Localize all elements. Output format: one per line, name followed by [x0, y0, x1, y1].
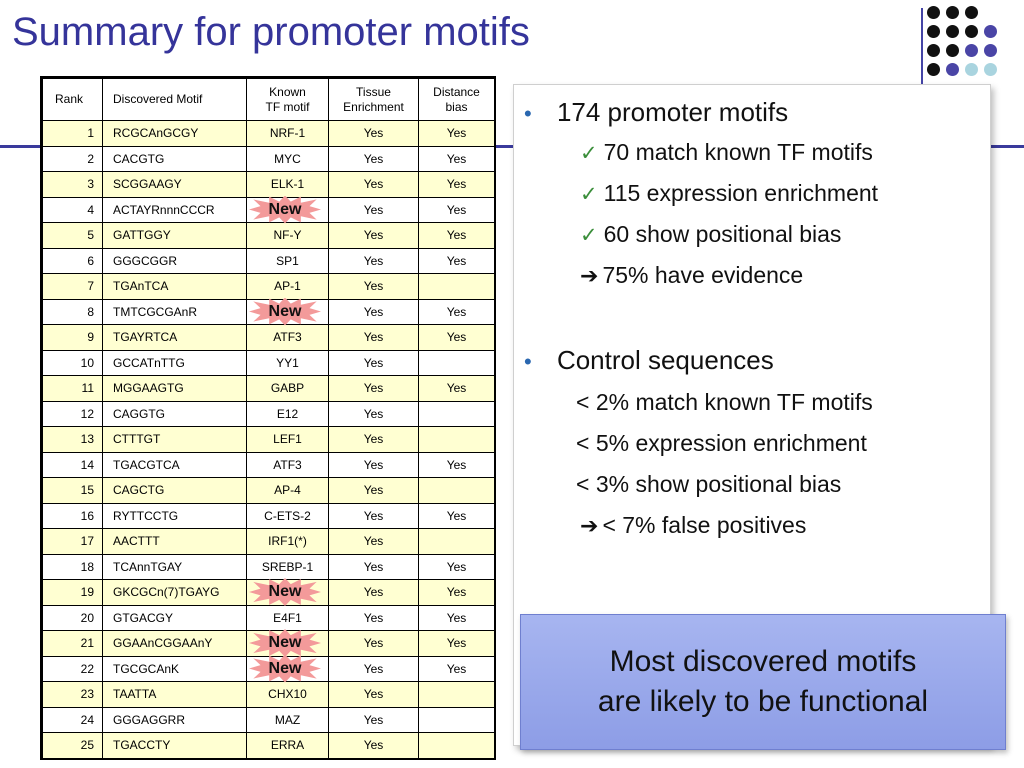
cell-tissue-enrichment: Yes — [329, 554, 419, 580]
cell-known-tf-motif: CHX10 — [247, 682, 329, 708]
table-row — [43, 503, 495, 529]
cell-discovered-motif: TGACCTY — [103, 733, 247, 759]
cell-discovered-motif: TGAYRTCA — [103, 325, 247, 351]
cell-tissue-enrichment: Yes — [329, 121, 419, 147]
table-row — [43, 121, 495, 147]
right-arrow-icon: ➔ — [580, 513, 599, 538]
slide-title: Summary for promoter motifs — [12, 10, 530, 54]
cell-discovered-motif: ACTAYRnnnCCCR — [103, 197, 247, 223]
promoter-heading: 174 promoter motifs — [556, 97, 789, 127]
decor-dot — [965, 6, 978, 19]
table-row — [43, 401, 495, 427]
cell-tissue-enrichment: Yes — [329, 478, 419, 504]
promoter-conclusion: ➔ 75% have evidence — [580, 262, 804, 288]
decor-dot — [965, 44, 978, 57]
cell-distance-bias — [419, 682, 495, 708]
decor-dot — [984, 25, 997, 38]
cell-tissue-enrichment: Yes — [329, 172, 419, 198]
cell-distance-bias — [419, 733, 495, 759]
header-rank: Rank — [43, 79, 103, 121]
header-tissue-enrichment: Tissue Enrichment — [329, 79, 419, 121]
cell-distance-bias: Yes — [419, 121, 495, 147]
cell-tissue-enrichment: Yes — [329, 223, 419, 249]
checkmark-icon: ✓ — [580, 224, 598, 247]
new-badge-label: New — [268, 302, 302, 320]
control-conclusion: ➔ < 7% false positives — [580, 512, 807, 538]
cell-discovered-motif: MGGAAGTG — [103, 376, 247, 402]
decor-dot — [927, 25, 940, 38]
cell-rank: 22 — [43, 656, 103, 682]
cell-rank: 9 — [43, 325, 103, 351]
cell-distance-bias: Yes — [419, 631, 495, 657]
cell-known-tf-motif: ERRA — [247, 733, 329, 759]
cell-tissue-enrichment: Yes — [329, 605, 419, 631]
cell-distance-bias: Yes — [419, 325, 495, 351]
cell-discovered-motif: TCAnnTGAY — [103, 554, 247, 580]
cell-tissue-enrichment: Yes — [329, 452, 419, 478]
cell-tissue-enrichment: Yes — [329, 682, 419, 708]
cell-distance-bias: Yes — [419, 605, 495, 631]
cell-tissue-enrichment: Yes — [329, 299, 419, 325]
cell-tissue-enrichment: Yes — [329, 350, 419, 376]
decor-dot — [946, 25, 959, 38]
cell-distance-bias: Yes — [419, 503, 495, 529]
cell-tissue-enrichment: Yes — [329, 376, 419, 402]
cell-rank: 20 — [43, 605, 103, 631]
cell-rank: 14 — [43, 452, 103, 478]
cell-rank: 18 — [43, 554, 103, 580]
cell-rank: 17 — [43, 529, 103, 555]
cell-distance-bias: Yes — [419, 223, 495, 249]
table-row — [43, 274, 495, 300]
table-row — [43, 478, 495, 504]
cell-rank: 2 — [43, 146, 103, 172]
new-badge-label: New — [268, 634, 302, 651]
bullet-icon: • — [524, 349, 532, 374]
cell-distance-bias: Yes — [419, 580, 495, 606]
table-row — [43, 427, 495, 453]
cell-discovered-motif: GKCGCn(7)TGAYG — [103, 580, 247, 606]
cell-distance-bias: Yes — [419, 197, 495, 223]
table-row — [43, 248, 495, 274]
cell-discovered-motif: CTTTGT — [103, 427, 247, 453]
cell-known-tf-motif: E4F1 — [247, 605, 329, 631]
cell-rank: 25 — [43, 733, 103, 759]
header-distance-bias: Distance bias — [419, 79, 495, 121]
cell-distance-bias — [419, 274, 495, 300]
decor-dot — [984, 63, 997, 76]
table-row — [43, 682, 495, 708]
cell-discovered-motif: GGGAGGRR — [103, 707, 247, 733]
cell-tissue-enrichment: Yes — [329, 733, 419, 759]
decor-vertical-line — [921, 8, 923, 86]
cell-discovered-motif: CAGGTG — [103, 401, 247, 427]
cell-rank: 5 — [43, 223, 103, 249]
decor-dot — [984, 44, 997, 57]
header-known-tf-motif: Known TF motif — [247, 79, 329, 121]
bullet-icon: • — [524, 101, 532, 126]
cell-tissue-enrichment: Yes — [329, 325, 419, 351]
cell-tissue-enrichment: Yes — [329, 427, 419, 453]
right-arrow-icon: ➔ — [580, 263, 599, 288]
cell-tissue-enrichment: Yes — [329, 707, 419, 733]
table-row — [43, 707, 495, 733]
table-row — [43, 172, 495, 198]
table-row — [43, 554, 495, 580]
cell-rank: 7 — [43, 274, 103, 300]
checkmark-icon: ✓ — [580, 183, 598, 206]
cell-rank: 16 — [43, 503, 103, 529]
cell-discovered-motif: RCGCAnGCGY — [103, 121, 247, 147]
cell-distance-bias — [419, 529, 495, 555]
cell-distance-bias — [419, 401, 495, 427]
cell-rank: 3 — [43, 172, 103, 198]
cell-discovered-motif: GCCATnTTG — [103, 350, 247, 376]
decor-dot — [927, 44, 940, 57]
cell-tissue-enrichment: Yes — [329, 503, 419, 529]
cell-rank: 8 — [43, 299, 103, 325]
cell-tissue-enrichment: Yes — [329, 401, 419, 427]
cell-rank: 6 — [43, 248, 103, 274]
promoter-check-2: ✓ 115 expression enrichment — [580, 180, 879, 206]
control-heading: Control sequences — [556, 345, 774, 375]
cell-discovered-motif: GTGACGY — [103, 605, 247, 631]
table-row — [43, 733, 495, 759]
table-row — [43, 529, 495, 555]
control-item-1: < 2% match known TF motifs — [576, 389, 873, 415]
cell-distance-bias: Yes — [419, 248, 495, 274]
table-row — [43, 223, 495, 249]
table-row — [43, 146, 495, 172]
promoter-bullet — [524, 97, 788, 128]
cell-known-tf-motif: MYC — [247, 146, 329, 172]
decor-dot — [965, 63, 978, 76]
cell-distance-bias: Yes — [419, 146, 495, 172]
cell-known-tf-motif: SREBP-1 — [247, 554, 329, 580]
cell-tissue-enrichment: Yes — [329, 656, 419, 682]
cell-known-tf-motif: E12 — [247, 401, 329, 427]
callout-line-1: Most discovered motifs — [609, 645, 917, 678]
cell-known-tf-motif: ATF3 — [247, 452, 329, 478]
callout-line-2: are likely to be functional — [597, 685, 929, 718]
cell-rank: 1 — [43, 121, 103, 147]
new-badge-label: New — [268, 583, 302, 600]
cell-known-tf-motif: ATF3 — [247, 325, 329, 351]
cell-rank: 15 — [43, 478, 103, 504]
cell-rank: 23 — [43, 682, 103, 708]
cell-discovered-motif: TAATTA — [103, 682, 247, 708]
cell-known-tf-motif: ELK-1 — [247, 172, 329, 198]
decor-dot — [946, 63, 959, 76]
cell-distance-bias: Yes — [419, 554, 495, 580]
cell-discovered-motif: CACGTG — [103, 146, 247, 172]
cell-rank: 24 — [43, 707, 103, 733]
cell-rank: 4 — [43, 197, 103, 223]
cell-discovered-motif: SCGGAAGY — [103, 172, 247, 198]
cell-discovered-motif: GATTGGY — [103, 223, 247, 249]
cell-rank: 11 — [43, 376, 103, 402]
cell-discovered-motif: GGGCGGR — [103, 248, 247, 274]
cell-known-tf-motif: NF-Y — [247, 223, 329, 249]
cell-discovered-motif: TGAnTCA — [103, 274, 247, 300]
cell-discovered-motif: GGAAnCGGAAnY — [103, 631, 247, 657]
cell-discovered-motif: RYTTCCTG — [103, 503, 247, 529]
table-row — [43, 325, 495, 351]
cell-tissue-enrichment: Yes — [329, 631, 419, 657]
cell-discovered-motif: TMTCGCGAnR — [103, 299, 247, 325]
cell-rank: 12 — [43, 401, 103, 427]
table-row — [43, 605, 495, 631]
checkmark-icon: ✓ — [580, 142, 598, 165]
cell-known-tf-motif: IRF1(*) — [247, 529, 329, 555]
control-bullet — [524, 345, 774, 376]
new-badge-label: New — [268, 659, 302, 677]
conclusion-callout — [520, 614, 1006, 750]
decor-dot — [965, 25, 978, 38]
cell-tissue-enrichment: Yes — [329, 248, 419, 274]
cell-tissue-enrichment: Yes — [329, 146, 419, 172]
cell-distance-bias — [419, 350, 495, 376]
cell-distance-bias: Yes — [419, 656, 495, 682]
cell-discovered-motif: TGACGTCA — [103, 452, 247, 478]
cell-distance-bias — [419, 707, 495, 733]
new-badge-label: New — [268, 200, 302, 218]
cell-distance-bias: Yes — [419, 172, 495, 198]
cell-known-tf-motif: LEF1 — [247, 427, 329, 453]
cell-rank: 13 — [43, 427, 103, 453]
cell-tissue-enrichment: Yes — [329, 580, 419, 606]
table-row — [43, 376, 495, 402]
cell-known-tf-motif: AP-1 — [247, 274, 329, 300]
cell-tissue-enrichment: Yes — [329, 197, 419, 223]
cell-known-tf-motif: AP-4 — [247, 478, 329, 504]
cell-tissue-enrichment: Yes — [329, 529, 419, 555]
cell-distance-bias: Yes — [419, 452, 495, 478]
table-row — [43, 350, 495, 376]
cell-distance-bias — [419, 427, 495, 453]
header-discovered-motif: Discovered Motif — [103, 79, 247, 121]
cell-known-tf-motif: SP1 — [247, 248, 329, 274]
cell-tissue-enrichment: Yes — [329, 274, 419, 300]
cell-known-tf-motif: GABP — [247, 376, 329, 402]
cell-rank: 10 — [43, 350, 103, 376]
cell-distance-bias: Yes — [419, 299, 495, 325]
decor-dot — [946, 6, 959, 19]
cell-distance-bias — [419, 478, 495, 504]
decor-dot — [946, 44, 959, 57]
table-row — [43, 452, 495, 478]
promoter-check-1: ✓ 70 match known TF motifs — [580, 139, 873, 165]
control-item-2: < 5% expression enrichment — [576, 430, 867, 456]
decor-dot — [927, 63, 940, 76]
promoter-check-3: ✓ 60 show positional bias — [580, 221, 842, 247]
decor-dot — [927, 6, 940, 19]
cell-rank: 21 — [43, 631, 103, 657]
cell-known-tf-motif: MAZ — [247, 707, 329, 733]
cell-known-tf-motif: NRF-1 — [247, 121, 329, 147]
cell-discovered-motif: AACTTT — [103, 529, 247, 555]
cell-known-tf-motif: YY1 — [247, 350, 329, 376]
cell-discovered-motif: TGCGCAnK — [103, 656, 247, 682]
cell-rank: 19 — [43, 580, 103, 606]
control-item-3: < 3% show positional bias — [576, 471, 842, 497]
cell-known-tf-motif: C-ETS-2 — [247, 503, 329, 529]
cell-distance-bias: Yes — [419, 376, 495, 402]
table-header-row — [43, 79, 495, 121]
cell-discovered-motif: CAGCTG — [103, 478, 247, 504]
